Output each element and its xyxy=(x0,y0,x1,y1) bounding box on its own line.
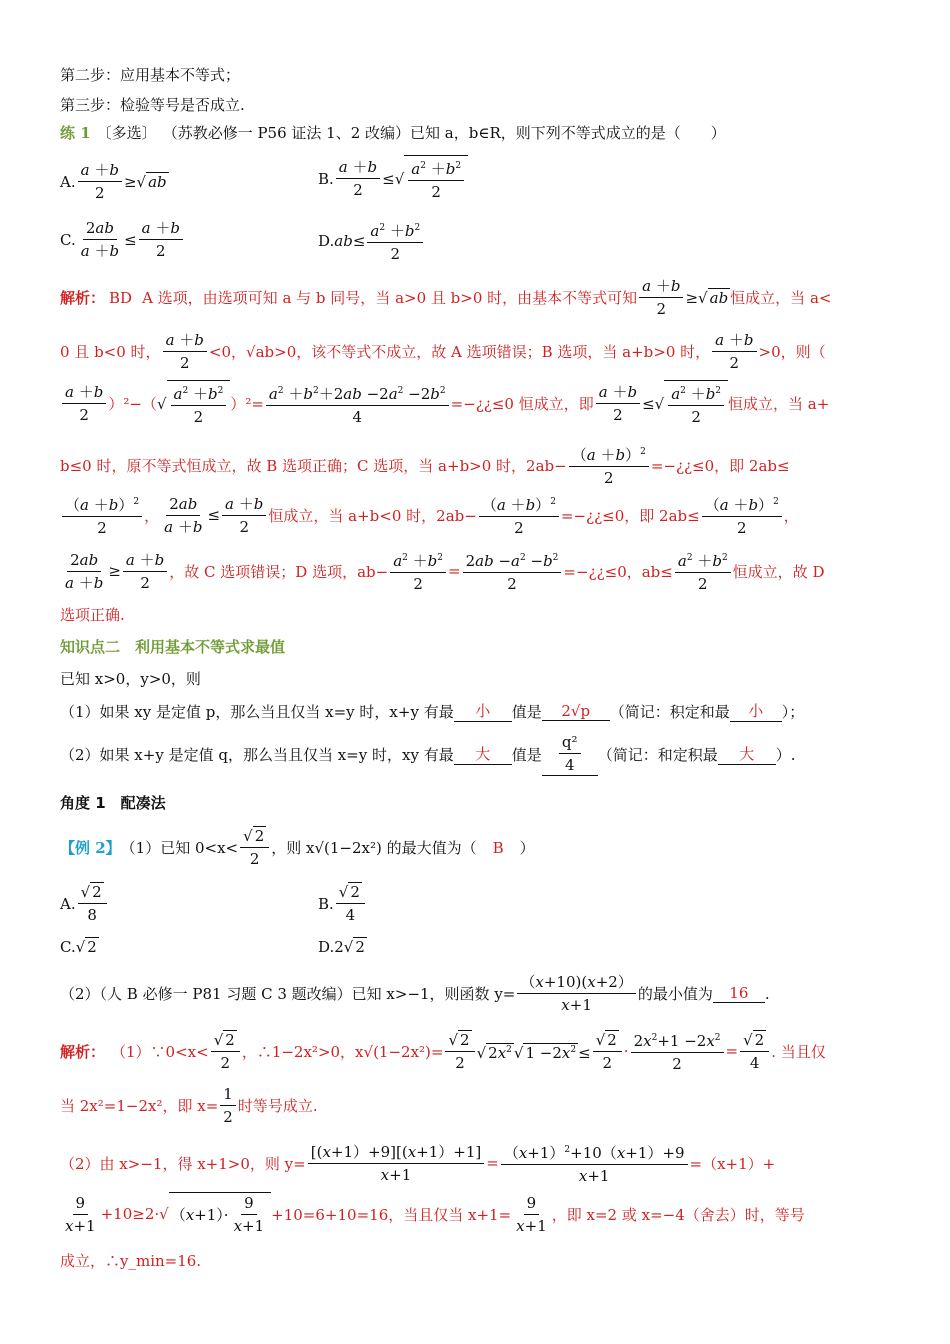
section-item-2: （2）如果 x+y 是定值 q，那么当且仅当 x=y 时，xy 有最 大 值是 $\frac{\text{q²}}{4}$ （简记：和定积最 大 ）. xyxy=(60,733,796,774)
example-2-q1: 【例 2】 （1）已知 0<x< $\frac{√ 2}{2}$ ，则 x√(1−2x²) 的最大值为（ B ） xyxy=(60,827,535,868)
section-title: 知识点二 利用基本不等式求最值 xyxy=(60,638,286,656)
option-c[interactable]: C. $\frac{2ab}{a +b}$ ≤ $\frac{a +b}{2}$ xyxy=(60,218,185,261)
analysis-1-line-2: 0 且 b<0 时， $\frac{a +b}{2}$ <0，√ab>0，该不等式不成立，故 A 选项错误；B 选项，当 a+b>0 时， $\frac{a +b}{2}$ >0，则（ xyxy=(60,331,826,372)
option-b[interactable]: B. $\frac{a +b}{2}$ ≤√ $\frac{a^2 +b^2}{2}$ xyxy=(318,155,468,202)
step-three: 第三步：检验等号是否成立. xyxy=(60,96,245,114)
analysis-1-line-7: 选项正确. xyxy=(60,606,125,624)
example-option-b[interactable]: B. $\frac{√ 2}{4}$ xyxy=(318,882,367,925)
practice-question: （苏教必修一 P56 证法 1、2 改编）已知 a，b∈R，则下列不等式成立的是（ ） xyxy=(162,124,726,142)
example-option-c[interactable]: C.√ 2 xyxy=(60,938,97,956)
answer-b: B xyxy=(492,838,504,857)
blank-5[interactable]: $\frac{\text{q²}}{4}$ xyxy=(542,732,598,776)
practice-1-header xyxy=(60,122,726,143)
analysis-2-line-2: 当 2x²=1−2x²，即 x= $\frac{1}{2}$ 时等号成立. xyxy=(60,1085,318,1126)
analysis-1-line-1: 解析： BD A 选项，由选项可知 a 与 b 同号，当 a>0 且 b>0 时，由基本不等式可知 $\frac{a +b}{2}$ ≥√ ab 恒成立，当 a< xyxy=(60,277,832,318)
practice-tag: 练 1 xyxy=(60,124,91,142)
blank-1[interactable]: 小 xyxy=(454,700,512,722)
blank-2[interactable]: 2√p xyxy=(542,702,610,721)
example-2-q2: （2）（人 B 必修一 P81 习题 C 3 题改编）已知 x>−1，则函数 y= $\frac{(x+10)(x+2)}{x+1}$ 的最小值为 16 . xyxy=(60,973,770,1014)
option-a[interactable]: A. $\frac{a +b}{2}$ ≥√ ab xyxy=(60,161,167,202)
analysis-1-line-6: $\frac{2ab}{a +b}$ ≥ $\frac{a +b}{2}$ ，故 C 选项错误；D 选项，ab− $\frac{a^2 +b^2}{2}$ = $\frac{2ab -a^2 -b^2}{2}$ =−¿¿≤0，ab≤ $\frac{a^2 +b^2}{2}$ 恒成立，故 D xyxy=(60,548,824,594)
analysis-2-line-5: 成立，∴y_min=16. xyxy=(60,1252,202,1270)
analysis-1-line-4: b≤0 时，原不等式恒成立，故 B 选项正确；C 选项，当 a+b>0 时，2ab− $\frac{(a +b)^2}{2}$ =−¿¿≤0，即 2ab≤ xyxy=(60,442,790,488)
example-option-d[interactable]: D.2√ 2 xyxy=(318,938,365,956)
blank-6[interactable]: 大 xyxy=(718,743,776,765)
step-two: 第二步：应用基本不等式； xyxy=(60,66,241,84)
blank-4[interactable]: 大 xyxy=(454,743,512,765)
analysis-1-line-3: $\frac{a +b}{2}$ ）²−（ √ $\frac{a^2 +b^2}{2}$ ）²= $\frac{a^2 +b^2+2ab -2a^2 -2b^2}{4}$ =−¿¿≤0 恒成立，即 $\frac{a +b}{2}$ ≤√ $\frac{a^2 +b^2}{2}$ 恒成立，当 a+ xyxy=(60,380,829,427)
analysis-1-line-5: $\frac{(a +b)^2}{2}$ ， $\frac{2ab}{a +b}$ ≤ $\frac{a +b}{2}$ 恒成立，当 a+b<0 时，2ab− $\frac{(a +b)^2}{2}$ =−¿¿≤0，即 2ab≤ $\frac{(a +b)^2}{2}$ ， xyxy=(60,492,799,538)
example-option-a[interactable]: A. $\frac{√ 2}{8}$ xyxy=(60,882,109,925)
section-item-1: （1）如果 xy 是定值 p，那么当且仅当 x=y 时，x+y 有最 小 值是 2√p （简记：积定和最 小 ）； xyxy=(60,701,805,721)
analysis-2-line-3: （2）由 x>−1，得 x+1>0，则 y= $\frac{[(x+1)+9][(x+1)+1]}{x+1}$ = $\frac{(x+1)^2+10(x+1)+9}{x+1}$ =（x+1）+ xyxy=(60,1140,775,1186)
answer-16[interactable]: 16 xyxy=(713,984,765,1003)
analysis-2-line-1: 解析： （1）∵0<x< $\frac{√ 2}{2}$ ，∴1−2x²>0，x√(1−2x²)= $\frac{√ 2}{2}$ √ $2x^2$ √ $1 -2x^2$ ≤ $\frac{√ 2}{2}$ · $\frac{2x^2+1 -2x^2}{2}$ = $\frac{√ 2}{4}$ . 当且仅 xyxy=(60,1028,826,1074)
practice-kind: 〔多选〕 xyxy=(96,124,157,142)
section-given: 已知 x>0，y>0，则 xyxy=(60,670,201,688)
option-d[interactable]: D.ab≤ $\frac{a^2 +b^2}{2}$ xyxy=(318,218,425,264)
blank-3[interactable]: 小 xyxy=(730,700,782,722)
analysis-2-line-4: $\frac{9}{x+1}$ +10≥2·√ （ x +1）· $\frac{9}{x+1}$ +10=6+10=16，当且仅当 x+1= $\frac{9}{x+1}$ ，即 x=2 或 x=−4（舍去）时，等号 xyxy=(65,1193,805,1235)
angle-title: 角度 1 配凑法 xyxy=(60,794,166,812)
